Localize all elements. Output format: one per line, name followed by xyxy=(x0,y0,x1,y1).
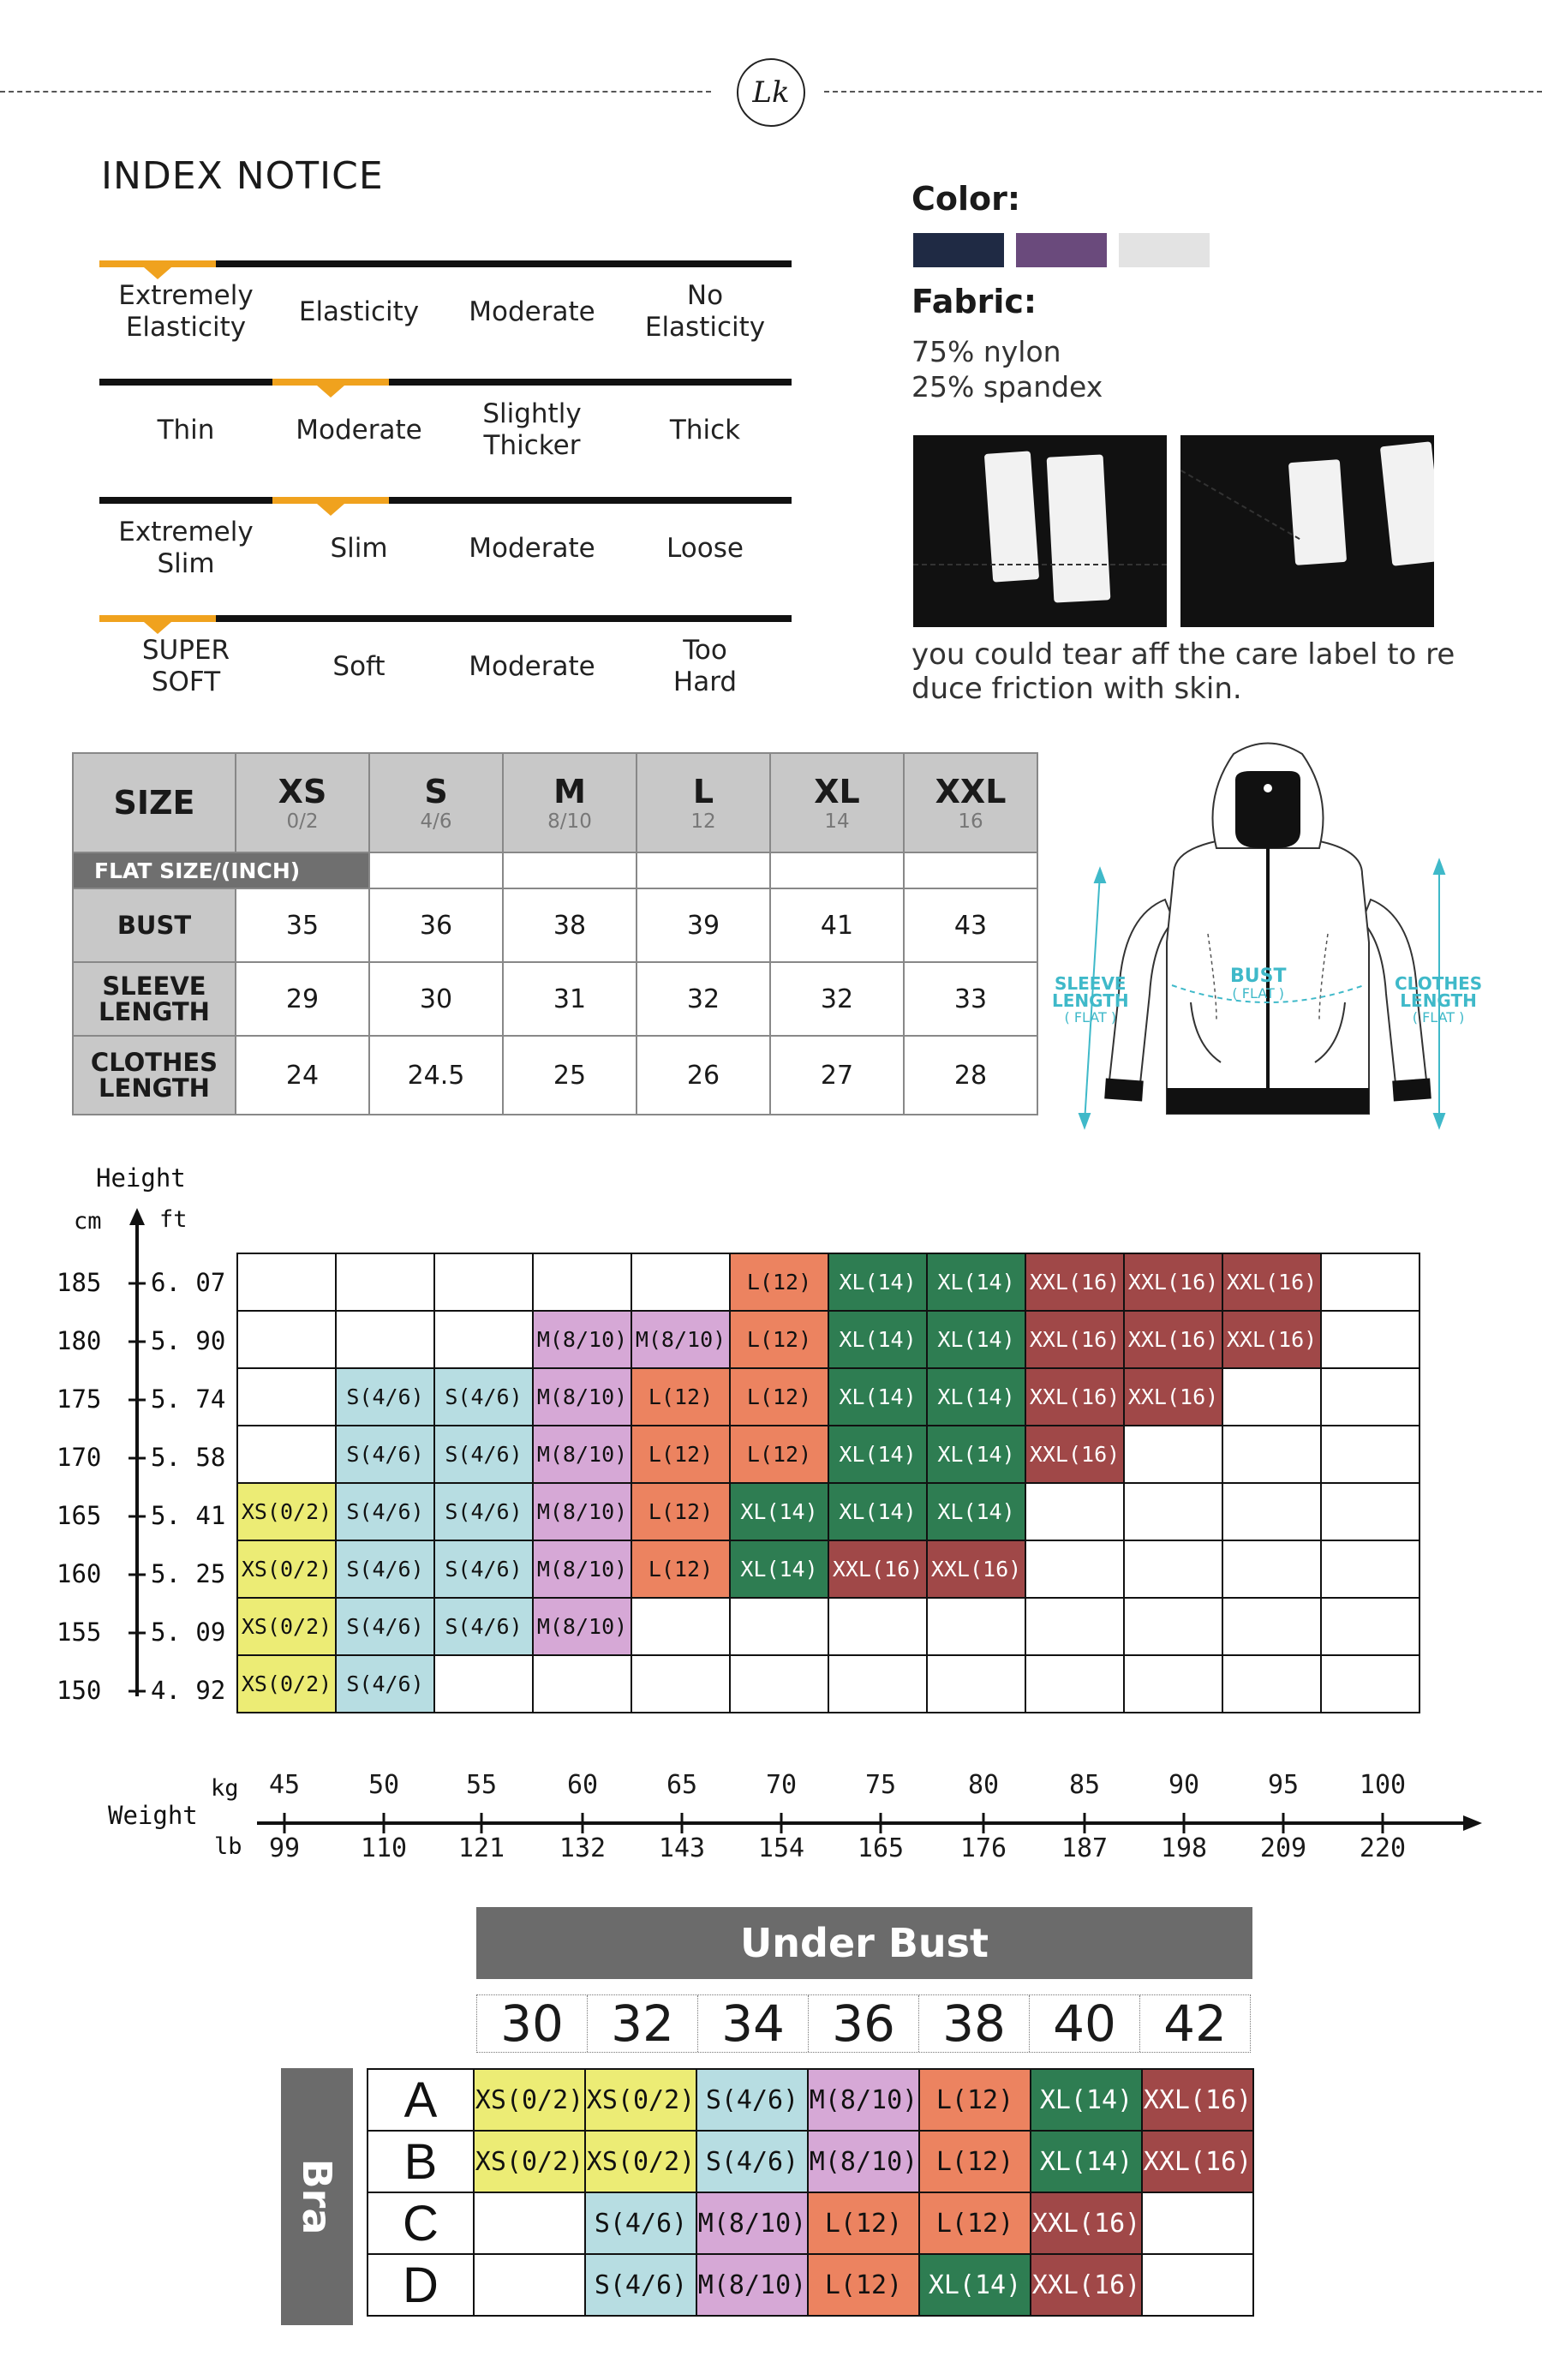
weight-lb-tick-label: 209 xyxy=(1259,1833,1307,1863)
size-cell: L(12) xyxy=(631,1540,730,1598)
weight-kg-tick-label: 80 xyxy=(967,1770,1000,1800)
size-cell: XXL(16) xyxy=(1025,1253,1124,1311)
empty-cell xyxy=(1025,1655,1124,1713)
size-col-xl: XL 14 xyxy=(770,753,904,852)
size-col-l: L 12 xyxy=(637,753,770,852)
ft-unit-label: ft xyxy=(159,1206,188,1233)
size-cell: XXL(16) xyxy=(828,1540,927,1598)
scale-option: SUPER SOFT xyxy=(141,635,230,697)
weight-lb-tick-label: 110 xyxy=(360,1833,408,1863)
empty-cell xyxy=(1321,1655,1419,1713)
scale-bar-thickness xyxy=(99,379,792,386)
cm-unit-label: cm xyxy=(74,1208,102,1235)
height-cm-tick-label: 185 xyxy=(57,1268,102,1297)
size-row-bust xyxy=(73,888,1037,962)
size-cell: L(12) xyxy=(631,1483,730,1540)
empty-cell xyxy=(1321,1311,1419,1368)
empty-cell xyxy=(336,1311,434,1368)
size-cell: S(4/6) xyxy=(336,1598,434,1655)
bra-size-cell: XL(14) xyxy=(1031,2131,1142,2192)
size-cell: M(8/10) xyxy=(533,1311,631,1368)
empty-cell xyxy=(828,1598,927,1655)
under-bust-band: 30 xyxy=(477,1995,588,2052)
bra-size-cell: L(12) xyxy=(919,2192,1031,2254)
size-value-cell: 31 xyxy=(503,962,637,1036)
weight-lb-tick-label: 154 xyxy=(757,1833,805,1863)
size-cell: S(4/6) xyxy=(434,1426,533,1483)
empty-cell xyxy=(237,1311,336,1368)
weight-kg-tick-label: 90 xyxy=(1168,1770,1200,1800)
weight-kg-tick-label: 85 xyxy=(1068,1770,1101,1800)
size-value-cell: 24.5 xyxy=(369,1036,503,1115)
size-cell: M(8/10) xyxy=(533,1540,631,1598)
size-row-sleeve-length xyxy=(73,962,1037,1036)
empty-cell xyxy=(434,1253,533,1311)
bra-size-cell: XXL(16) xyxy=(1031,2254,1142,2316)
size-col-m: M 8/10 xyxy=(503,753,637,852)
size-cell: XS(0/2) xyxy=(237,1540,336,1598)
empty-cell xyxy=(1124,1540,1222,1598)
under-bust-band-row xyxy=(476,1994,1251,2053)
size-value-cell: 32 xyxy=(637,962,770,1036)
size-cell: S(4/6) xyxy=(434,1598,533,1655)
care-label-photo-2 xyxy=(1180,435,1434,627)
bra-size-cell: XS(0/2) xyxy=(474,2131,585,2192)
fabric-line-nylon: 75% nylon xyxy=(911,335,1061,368)
brand-logo xyxy=(737,58,805,127)
empty-cell xyxy=(1321,1253,1419,1311)
scale-options-fit xyxy=(99,514,792,583)
height-ft-tick-label: 5. 90 xyxy=(151,1326,226,1355)
empty-cell xyxy=(1321,1483,1419,1540)
header-divider-right xyxy=(824,91,1542,93)
grid-row xyxy=(237,1598,1419,1655)
height-cm-tick-label: 160 xyxy=(57,1559,102,1588)
height-cm-tick-label: 150 xyxy=(57,1676,102,1705)
grid-row xyxy=(237,1426,1419,1483)
weight-kg-tick-label: 100 xyxy=(1359,1770,1407,1800)
size-cell: XL(14) xyxy=(828,1253,927,1311)
empty-cell xyxy=(828,1655,927,1713)
size-cell: XXL(16) xyxy=(1025,1311,1124,1368)
empty-cell xyxy=(1222,1368,1321,1426)
bra-size-cell: L(12) xyxy=(808,2254,919,2316)
size-cell: M(8/10) xyxy=(533,1598,631,1655)
weight-lb-tick-label: 121 xyxy=(457,1833,505,1863)
grid-row xyxy=(237,1540,1419,1598)
bra-size-cell: XS(0/2) xyxy=(585,2069,696,2131)
bra-size-cell: XL(14) xyxy=(1031,2069,1142,2131)
care-label-photo-1 xyxy=(913,435,1167,627)
size-cell: XXL(16) xyxy=(1222,1253,1321,1311)
scale-option: Extremely Slim xyxy=(118,517,254,579)
weight-lb-tick-label: 176 xyxy=(959,1833,1007,1863)
care-label-note: you could tear aff the care label to re duce friction with skin. xyxy=(911,637,1455,706)
bra-size-cell: XS(0/2) xyxy=(474,2069,585,2131)
brand-logo-text: Lk xyxy=(752,75,790,110)
size-cell: S(4/6) xyxy=(434,1483,533,1540)
sleeve-length-label: SLEEVE LENGTH ( FLAT ) xyxy=(1052,973,1129,1026)
scale-options-softness xyxy=(99,632,792,701)
color-swatch-gray[interactable] xyxy=(1119,233,1210,267)
size-value-cell: 35 xyxy=(236,888,369,962)
bra-size-cell: XXL(16) xyxy=(1031,2192,1142,2254)
size-row-label: CLOTHES LENGTH xyxy=(73,1036,236,1115)
kg-unit-label: kg xyxy=(211,1775,239,1802)
color-label: Color: xyxy=(911,180,1021,218)
empty-cell xyxy=(1222,1483,1321,1540)
size-value-cell: 36 xyxy=(369,888,503,962)
size-table xyxy=(72,752,1038,1115)
scale-selected-marker xyxy=(272,379,389,386)
scale-option: Soft xyxy=(332,650,386,682)
scale-option: Too Hard xyxy=(672,635,738,697)
size-row-label: SLEEVE LENGTH xyxy=(73,962,236,1036)
bra-size-cell: S(4/6) xyxy=(696,2131,808,2192)
size-value-cell: 28 xyxy=(904,1036,1037,1115)
scale-option: Thick xyxy=(669,414,741,446)
empty-cell xyxy=(237,1368,336,1426)
size-cell: XL(14) xyxy=(730,1540,828,1598)
height-cm-tick-label: 155 xyxy=(57,1618,102,1647)
scale-selected-marker xyxy=(99,615,216,622)
color-swatch-navy[interactable] xyxy=(913,233,1004,267)
empty-cell xyxy=(1025,1540,1124,1598)
size-cell: L(12) xyxy=(730,1253,828,1311)
size-value-cell: 24 xyxy=(236,1036,369,1115)
bra-cup-label: C xyxy=(368,2192,474,2254)
under-bust-band: 32 xyxy=(588,1995,698,2052)
size-cell: L(12) xyxy=(730,1368,828,1426)
size-cell: M(8/10) xyxy=(533,1426,631,1483)
empty-cell xyxy=(1222,1655,1321,1713)
weight-kg-tick-label: 50 xyxy=(368,1770,400,1800)
bra-cup-row-c xyxy=(368,2192,1253,2254)
size-cell: XL(14) xyxy=(828,1311,927,1368)
scale-selected-marker xyxy=(99,260,216,267)
scale-option: Moderate xyxy=(296,414,422,446)
under-bust-band: 38 xyxy=(919,1995,1030,2052)
scale-option: Moderate xyxy=(469,650,595,682)
size-cell: S(4/6) xyxy=(336,1540,434,1598)
size-cell: XL(14) xyxy=(730,1483,828,1540)
flat-size-label: FLAT SIZE/(INCH) xyxy=(73,852,369,888)
size-cell: S(4/6) xyxy=(434,1540,533,1598)
empty-cell xyxy=(474,2254,585,2316)
size-cell: XXL(16) xyxy=(927,1540,1025,1598)
bra-size-cell: XS(0/2) xyxy=(585,2131,696,2192)
size-cell: L(12) xyxy=(631,1426,730,1483)
height-cm-tick-label: 170 xyxy=(57,1443,102,1472)
grid-row xyxy=(237,1655,1419,1713)
bra-size-cell: L(12) xyxy=(919,2069,1031,2131)
weight-axis-arrow-icon xyxy=(1463,1815,1482,1831)
size-cell: XL(14) xyxy=(828,1426,927,1483)
under-bust-band: 36 xyxy=(809,1995,919,2052)
empty-cell xyxy=(237,1253,336,1311)
scale-bar-softness xyxy=(99,615,792,622)
bra-size-cell: S(4/6) xyxy=(585,2254,696,2316)
scale-bar-fit xyxy=(99,497,792,504)
weight-lb-tick-label: 220 xyxy=(1359,1833,1407,1863)
under-bust-band: 40 xyxy=(1030,1995,1140,2052)
empty-cell xyxy=(1124,1598,1222,1655)
empty-cell xyxy=(1321,1540,1419,1598)
size-value-cell: 39 xyxy=(637,888,770,962)
header-divider-left xyxy=(0,91,711,93)
size-cell: XL(14) xyxy=(927,1311,1025,1368)
empty-cell xyxy=(533,1253,631,1311)
weight-kg-tick-label: 60 xyxy=(566,1770,599,1800)
size-cell: XXL(16) xyxy=(1025,1426,1124,1483)
size-cell: XXL(16) xyxy=(1222,1311,1321,1368)
bra-cup-label: A xyxy=(368,2069,474,2131)
size-value-cell: 27 xyxy=(770,1036,904,1115)
empty-cell xyxy=(1222,1426,1321,1483)
height-ft-tick-label: 5. 09 xyxy=(151,1618,226,1647)
bra-cup-label: D xyxy=(368,2254,474,2316)
size-cell: M(8/10) xyxy=(533,1483,631,1540)
bra-side-label: Bra xyxy=(281,2068,353,2325)
size-value-cell: 43 xyxy=(904,888,1037,962)
empty-cell xyxy=(434,1311,533,1368)
empty-cell xyxy=(927,1598,1025,1655)
size-cell: XS(0/2) xyxy=(237,1598,336,1655)
empty-cell xyxy=(434,1655,533,1713)
size-cell: XXL(16) xyxy=(1124,1368,1222,1426)
height-cm-tick-label: 165 xyxy=(57,1501,102,1530)
height-axis-line xyxy=(120,1208,154,1705)
weight-lb-tick-label: 165 xyxy=(857,1833,905,1863)
size-value-cell: 25 xyxy=(503,1036,637,1115)
grid-row xyxy=(237,1368,1419,1426)
empty-cell xyxy=(1025,1483,1124,1540)
size-value-cell: 38 xyxy=(503,888,637,962)
scale-option: Moderate xyxy=(469,532,595,564)
size-cell: L(12) xyxy=(730,1426,828,1483)
size-col-s: S 4/6 xyxy=(369,753,503,852)
size-value-cell: 41 xyxy=(770,888,904,962)
scale-option: Slightly Thicker xyxy=(482,398,582,461)
height-ft-tick-label: 5. 41 xyxy=(151,1501,226,1530)
bust-label: BUST ( FLAT ) xyxy=(1230,966,1287,1002)
size-cell: XL(14) xyxy=(828,1483,927,1540)
empty-cell xyxy=(237,1426,336,1483)
bra-size-cell: S(4/6) xyxy=(585,2192,696,2254)
empty-cell xyxy=(1025,1598,1124,1655)
empty-cell xyxy=(631,1253,730,1311)
empty-cell xyxy=(1124,1483,1222,1540)
size-cell: XS(0/2) xyxy=(237,1655,336,1713)
size-cell: M(8/10) xyxy=(631,1311,730,1368)
size-cell: XXL(16) xyxy=(1025,1368,1124,1426)
size-cell: S(4/6) xyxy=(434,1368,533,1426)
size-cell: L(12) xyxy=(730,1311,828,1368)
under-bust-header: Under Bust xyxy=(476,1907,1252,1979)
lb-unit-label: lb xyxy=(214,1833,242,1860)
empty-cell xyxy=(1142,2192,1253,2254)
size-value-cell: 30 xyxy=(369,962,503,1036)
under-bust-band: 42 xyxy=(1163,1994,1227,2053)
size-cell: L(12) xyxy=(631,1368,730,1426)
empty-cell xyxy=(474,2192,585,2254)
height-ft-tick-label: 5. 25 xyxy=(151,1559,226,1588)
height-ft-tick-label: 5. 58 xyxy=(151,1443,226,1472)
empty-cell xyxy=(1222,1540,1321,1598)
size-row-clothes-length xyxy=(73,1036,1037,1115)
bra-size-cell: L(12) xyxy=(919,2131,1031,2192)
empty-cell xyxy=(631,1655,730,1713)
bra-size-cell: XXL(16) xyxy=(1142,2069,1253,2131)
scale-options-elasticity xyxy=(99,278,792,346)
height-ft-tick-label: 4. 92 xyxy=(151,1676,226,1705)
weight-kg-tick-label: 65 xyxy=(666,1770,698,1800)
bra-size-cell: M(8/10) xyxy=(808,2069,919,2131)
scale-option: Slim xyxy=(330,532,388,564)
bra-cup-row-d xyxy=(368,2254,1253,2316)
bra-cup-label: B xyxy=(368,2131,474,2192)
size-cell: M(8/10) xyxy=(533,1368,631,1426)
size-value-cell: 33 xyxy=(904,962,1037,1036)
empty-cell xyxy=(1321,1368,1419,1426)
size-col-xxl: XXL 16 xyxy=(904,753,1037,852)
weight-lb-tick-label: 99 xyxy=(268,1833,301,1863)
size-col-xs: XS 0/2 xyxy=(236,753,369,852)
scale-selected-marker xyxy=(272,497,389,504)
height-cm-tick-label: 180 xyxy=(57,1326,102,1355)
size-cell: S(4/6) xyxy=(336,1368,434,1426)
empty-cell xyxy=(1124,1655,1222,1713)
height-axis-label: Height xyxy=(96,1163,186,1193)
weight-kg-tick-label: 45 xyxy=(268,1770,301,1800)
bra-size-cell: XL(14) xyxy=(919,2254,1031,2316)
weight-axis-label: Weight xyxy=(108,1801,198,1830)
bra-size-cell: XXL(16) xyxy=(1142,2131,1253,2192)
weight-lb-tick-label: 132 xyxy=(559,1833,607,1863)
bra-size-cell: M(8/10) xyxy=(696,2192,808,2254)
scale-option: Extremely Elasticity xyxy=(118,280,254,343)
weight-kg-tick-label: 70 xyxy=(765,1770,798,1800)
jacket-diagram xyxy=(1045,737,1491,1139)
weight-lb-tick-label: 143 xyxy=(658,1833,706,1863)
scale-option: No Elasticity xyxy=(644,280,766,343)
under-bust-band: 34 xyxy=(698,1995,809,2052)
size-cell: S(4/6) xyxy=(336,1655,434,1713)
size-cell: XXL(16) xyxy=(1124,1311,1222,1368)
fabric-line-spandex: 25% spandex xyxy=(911,370,1103,404)
size-cell: S(4/6) xyxy=(336,1426,434,1483)
fabric-composition xyxy=(911,334,1103,404)
size-cell: XL(14) xyxy=(927,1253,1025,1311)
empty-cell xyxy=(1321,1426,1419,1483)
bra-size-cell: S(4/6) xyxy=(696,2069,808,2131)
bra-size-cell: L(12) xyxy=(808,2192,919,2254)
empty-cell xyxy=(730,1598,828,1655)
bra-size-cell: M(8/10) xyxy=(808,2131,919,2192)
bra-size-cell: M(8/10) xyxy=(696,2254,808,2316)
color-swatch-purple[interactable] xyxy=(1016,233,1107,267)
scale-options-thickness xyxy=(99,396,792,464)
empty-cell xyxy=(1142,2254,1253,2316)
empty-cell xyxy=(1321,1598,1419,1655)
empty-cell xyxy=(1222,1598,1321,1655)
empty-cell xyxy=(927,1655,1025,1713)
size-cell: XS(0/2) xyxy=(237,1483,336,1540)
grid-row xyxy=(237,1483,1419,1540)
size-cell: S(4/6) xyxy=(336,1483,434,1540)
grid-row xyxy=(237,1311,1419,1368)
size-cell: XL(14) xyxy=(927,1483,1025,1540)
weight-lb-tick-label: 198 xyxy=(1160,1833,1208,1863)
size-cell: XL(14) xyxy=(927,1368,1025,1426)
empty-cell xyxy=(631,1598,730,1655)
size-cell: XL(14) xyxy=(927,1426,1025,1483)
empty-cell xyxy=(730,1655,828,1713)
weight-kg-tick-label: 95 xyxy=(1267,1770,1300,1800)
empty-cell xyxy=(1124,1426,1222,1483)
height-axis-arrow-icon xyxy=(129,1208,145,1225)
index-notice-title: INDEX NOTICE xyxy=(101,154,384,198)
size-value-cell: 32 xyxy=(770,962,904,1036)
height-ft-tick-label: 6. 07 xyxy=(151,1268,226,1297)
grid-row xyxy=(237,1253,1419,1311)
size-value-cell: 26 xyxy=(637,1036,770,1115)
size-value-cell: 29 xyxy=(236,962,369,1036)
size-cell: XXL(16) xyxy=(1124,1253,1222,1311)
bra-cup-row-b xyxy=(368,2131,1253,2192)
scale-bar-elasticity xyxy=(99,260,792,267)
height-ft-tick-label: 5. 74 xyxy=(151,1384,226,1414)
empty-cell xyxy=(533,1655,631,1713)
size-row-label: BUST xyxy=(73,888,236,962)
size-cell: XL(14) xyxy=(828,1368,927,1426)
weight-lb-tick-label: 187 xyxy=(1061,1833,1109,1863)
empty-cell xyxy=(336,1253,434,1311)
weight-kg-tick-label: 55 xyxy=(465,1770,498,1800)
scale-option: Loose xyxy=(666,532,744,564)
size-table-corner: SIZE xyxy=(73,753,236,852)
clothes-length-label: CLOTHES LENGTH ( FLAT ) xyxy=(1395,973,1483,1026)
height-cm-tick-label: 175 xyxy=(57,1384,102,1414)
scale-option: Thin xyxy=(157,414,215,446)
height-weight-size-grid xyxy=(236,1253,1420,1713)
weight-kg-tick-label: 75 xyxy=(864,1770,897,1800)
fabric-label: Fabric: xyxy=(911,283,1037,320)
bra-cup-row-a xyxy=(368,2069,1253,2131)
bra-size-grid xyxy=(367,2068,1254,2317)
scale-option: Moderate xyxy=(469,296,595,327)
scale-option: Elasticity xyxy=(298,296,420,327)
